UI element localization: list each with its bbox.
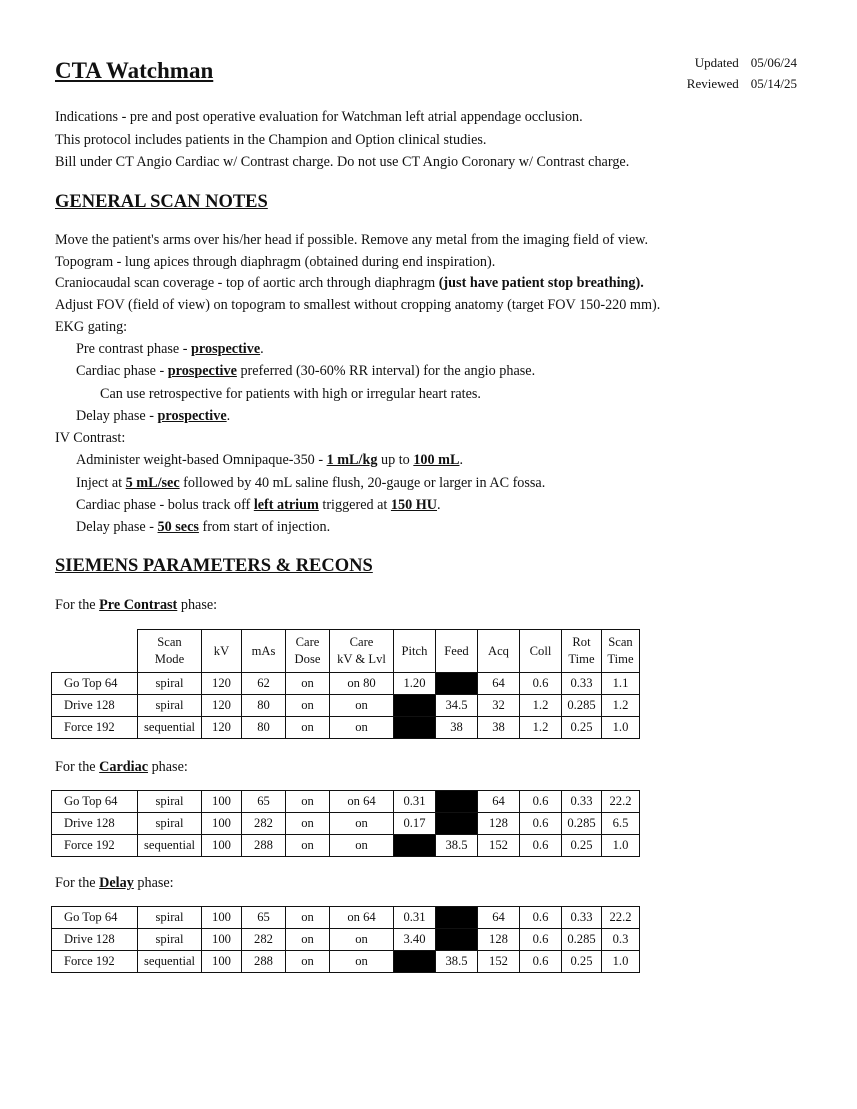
cell-rot-time: 0.33: [562, 673, 602, 695]
cell-acq: 64: [478, 673, 520, 695]
table-row: [52, 907, 640, 929]
cell-rot-time: 0.285: [562, 813, 602, 835]
cell-care-kv-lvl: on: [330, 717, 394, 739]
table-row: [52, 695, 640, 717]
cell-rot-time: 0.285: [562, 929, 602, 951]
reviewed-label: Reviewed: [686, 76, 739, 91]
cell-acq: 128: [478, 813, 520, 835]
page-title: CTA Watchman: [55, 58, 214, 83]
cell-mas: 282: [242, 929, 286, 951]
cell-device: Force 192: [52, 717, 138, 739]
column-header-feed: Feed: [436, 630, 478, 673]
indications-text: Indications - pre and post operative evaluation for Watchman left atrial appendage occlusion.: [55, 109, 583, 125]
column-header-kv: kV: [202, 630, 242, 673]
cell-mas: 288: [242, 951, 286, 973]
cell-care-kv-lvl: on 64: [330, 791, 394, 813]
updated-date: 05/06/24: [750, 55, 797, 70]
column-header-coll: Coll: [520, 630, 562, 673]
cell-acq: 128: [478, 929, 520, 951]
table-row: [52, 951, 640, 973]
cell-kv: 120: [202, 695, 242, 717]
cell-feed-na: [436, 929, 478, 951]
cell-mas: 80: [242, 717, 286, 739]
cell-coll: 0.6: [520, 835, 562, 857]
cell-rot-time: 0.33: [562, 907, 602, 929]
cell-scan-mode: spiral: [138, 907, 202, 929]
billing-text: Bill under CT Angio Cardiac w/ Contrast charge. Do not use CT Angio Coronary w/ Contrast charge.: [55, 154, 630, 170]
cell-care-kv-lvl: on: [330, 929, 394, 951]
arms-note: Move the patient's arms over his/her head if possible. Remove any metal from the imaging field of view.: [55, 232, 649, 248]
cell-pitch-na: [394, 717, 436, 739]
cell-scan-time: 1.2: [602, 695, 640, 717]
cell-care-dose: on: [286, 695, 330, 717]
cell-scan-mode: spiral: [138, 695, 202, 717]
coverage-note: Craniocaudal scan coverage - top of aortic arch through diaphragm (just have patient stop breathing).: [55, 275, 644, 291]
column-header-mas: mAs: [242, 630, 286, 673]
cell-coll: 1.2: [520, 717, 562, 739]
cell-rot-time: 0.25: [562, 717, 602, 739]
cell-kv: 100: [202, 951, 242, 973]
column-header-care-kv-lvl: Care kV & Lvl: [330, 630, 394, 673]
cell-mas: 62: [242, 673, 286, 695]
cell-device: Go Top 64: [52, 907, 138, 929]
cell-pitch: 1.20: [394, 673, 436, 695]
cell-mas: 65: [242, 907, 286, 929]
cell-pitch: 3.40: [394, 929, 436, 951]
table-row: [52, 717, 640, 739]
cell-coll: 0.6: [520, 929, 562, 951]
cell-care-dose: on: [286, 907, 330, 929]
general-scan-notes-heading: GENERAL SCAN NOTES: [55, 192, 268, 212]
cell-pitch-na: [394, 695, 436, 717]
delay-table: [51, 906, 640, 973]
table-row: [52, 673, 640, 695]
cell-pitch: 0.17: [394, 813, 436, 835]
cell-scan-mode: sequential: [138, 717, 202, 739]
cell-pitch-na: [394, 951, 436, 973]
cell-care-kv-lvl: on: [330, 951, 394, 973]
fov-note: Adjust FOV (field of view) on topogram to smallest without cropping anatomy (target FOV 150-220 mm).: [55, 297, 661, 313]
cell-scan-mode: spiral: [138, 791, 202, 813]
cell-coll: 0.6: [520, 673, 562, 695]
studies-text: This protocol includes patients in the Champion and Option clinical studies.: [55, 132, 487, 148]
updated-label: Updated: [694, 55, 739, 70]
column-header-care-dose: Care Dose: [286, 630, 330, 673]
cell-feed: 38: [436, 717, 478, 739]
cell-kv: 120: [202, 673, 242, 695]
topogram-note: Topogram - lung apices through diaphragm (obtained during end inspiration).: [55, 254, 496, 270]
cell-care-dose: on: [286, 813, 330, 835]
table-row: [52, 929, 640, 951]
cell-acq: 64: [478, 791, 520, 813]
pre-contrast-table: [51, 629, 640, 739]
cell-mas: 282: [242, 813, 286, 835]
cell-feed-na: [436, 791, 478, 813]
cell-scan-time: 1.0: [602, 835, 640, 857]
cell-mas: 65: [242, 791, 286, 813]
cell-coll: 0.6: [520, 791, 562, 813]
cell-device: Drive 128: [52, 929, 138, 951]
cell-coll: 0.6: [520, 907, 562, 929]
siemens-parameters-heading: SIEMENS PARAMETERS & RECONS: [55, 556, 373, 576]
cell-scan-mode: sequential: [138, 951, 202, 973]
pre-contrast-caption: For the Pre Contrast phase:: [55, 597, 218, 613]
cell-feed: 38.5: [436, 835, 478, 857]
cell-care-dose: on: [286, 835, 330, 857]
cell-pitch-na: [394, 835, 436, 857]
cell-pitch: 0.31: [394, 791, 436, 813]
column-header-scan-mode: Scan Mode: [138, 630, 202, 673]
column-header-rot-time: Rot Time: [562, 630, 602, 673]
cell-kv: 100: [202, 835, 242, 857]
cell-rot-time: 0.25: [562, 951, 602, 973]
cell-feed-na: [436, 907, 478, 929]
column-header-pitch: Pitch: [394, 630, 436, 673]
cell-mas: 288: [242, 835, 286, 857]
ekg-gating-label: EKG gating:: [55, 319, 128, 335]
cell-rot-time: 0.33: [562, 791, 602, 813]
bolus-track-note: Cardiac phase - bolus track off left atrium triggered at 150 HU.: [76, 497, 441, 513]
cell-scan-mode: sequential: [138, 835, 202, 857]
cell-scan-time: 1.0: [602, 717, 640, 739]
cardiac-caption: For the Cardiac phase:: [55, 759, 188, 775]
cell-kv: 120: [202, 717, 242, 739]
cell-acq: 38: [478, 717, 520, 739]
column-header-acq: Acq: [478, 630, 520, 673]
cardiac-gating: Cardiac phase - prospective preferred (30-60% RR interval) for the angio phase.: [76, 363, 536, 379]
cardiac-table: [51, 790, 640, 857]
pre-contrast-gating: Pre contrast phase - prospective.: [76, 341, 264, 357]
cell-kv: 100: [202, 929, 242, 951]
cell-coll: 0.6: [520, 813, 562, 835]
cell-coll: 0.6: [520, 951, 562, 973]
cell-scan-mode: spiral: [138, 813, 202, 835]
table-row: [52, 813, 640, 835]
cell-feed-na: [436, 813, 478, 835]
cell-scan-time: 22.2: [602, 907, 640, 929]
cell-care-dose: on: [286, 951, 330, 973]
cell-coll: 1.2: [520, 695, 562, 717]
cell-feed: 34.5: [436, 695, 478, 717]
cell-device: Drive 128: [52, 695, 138, 717]
table-row: [52, 835, 640, 857]
cell-acq: 152: [478, 951, 520, 973]
cell-device: Go Top 64: [52, 791, 138, 813]
header-blank-cell: [52, 630, 138, 673]
cell-scan-time: 6.5: [602, 813, 640, 835]
cell-device: Go Top 64: [52, 673, 138, 695]
cell-care-dose: on: [286, 717, 330, 739]
cell-device: Force 192: [52, 835, 138, 857]
cell-device: Drive 128: [52, 813, 138, 835]
table-row: [52, 791, 640, 813]
revision-info: [687, 52, 797, 94]
cell-care-dose: on: [286, 929, 330, 951]
cell-device: Force 192: [52, 951, 138, 973]
cell-scan-time: 0.3: [602, 929, 640, 951]
delay-caption: For the Delay phase:: [55, 875, 174, 891]
cell-acq: 152: [478, 835, 520, 857]
cell-kv: 100: [202, 791, 242, 813]
cell-acq: 64: [478, 907, 520, 929]
cell-pitch: 0.31: [394, 907, 436, 929]
delay-timing-note: Delay phase - 50 secs from start of injection.: [76, 519, 331, 535]
cell-kv: 100: [202, 813, 242, 835]
contrast-dose-note: Administer weight-based Omnipaque-350 - 1 mL/kg up to 100 mL.: [76, 452, 463, 468]
cell-kv: 100: [202, 907, 242, 929]
cell-care-dose: on: [286, 791, 330, 813]
delay-gating: Delay phase - prospective.: [76, 408, 231, 424]
cell-scan-mode: spiral: [138, 929, 202, 951]
cell-scan-time: 22.2: [602, 791, 640, 813]
cell-mas: 80: [242, 695, 286, 717]
cell-care-kv-lvl: on 64: [330, 907, 394, 929]
cell-scan-time: 1.0: [602, 951, 640, 973]
column-header-scan-time: Scan Time: [602, 630, 640, 673]
injection-rate-note: Inject at 5 mL/sec followed by 40 mL saline flush, 20-gauge or larger in AC fossa.: [76, 475, 546, 491]
cell-acq: 32: [478, 695, 520, 717]
cell-rot-time: 0.25: [562, 835, 602, 857]
iv-contrast-label: IV Contrast:: [55, 430, 126, 446]
cell-rot-time: 0.285: [562, 695, 602, 717]
cell-care-dose: on: [286, 673, 330, 695]
cell-feed-na: [436, 673, 478, 695]
cell-care-kv-lvl: on 80: [330, 673, 394, 695]
cell-care-kv-lvl: on: [330, 695, 394, 717]
reviewed-date: 05/14/25: [750, 76, 797, 91]
cell-care-kv-lvl: on: [330, 835, 394, 857]
cell-scan-mode: spiral: [138, 673, 202, 695]
cell-care-kv-lvl: on: [330, 813, 394, 835]
retrospective-note: Can use retrospective for patients with high or irregular heart rates.: [100, 386, 481, 402]
table-header-row: [52, 630, 640, 673]
cell-scan-time: 1.1: [602, 673, 640, 695]
cell-feed: 38.5: [436, 951, 478, 973]
